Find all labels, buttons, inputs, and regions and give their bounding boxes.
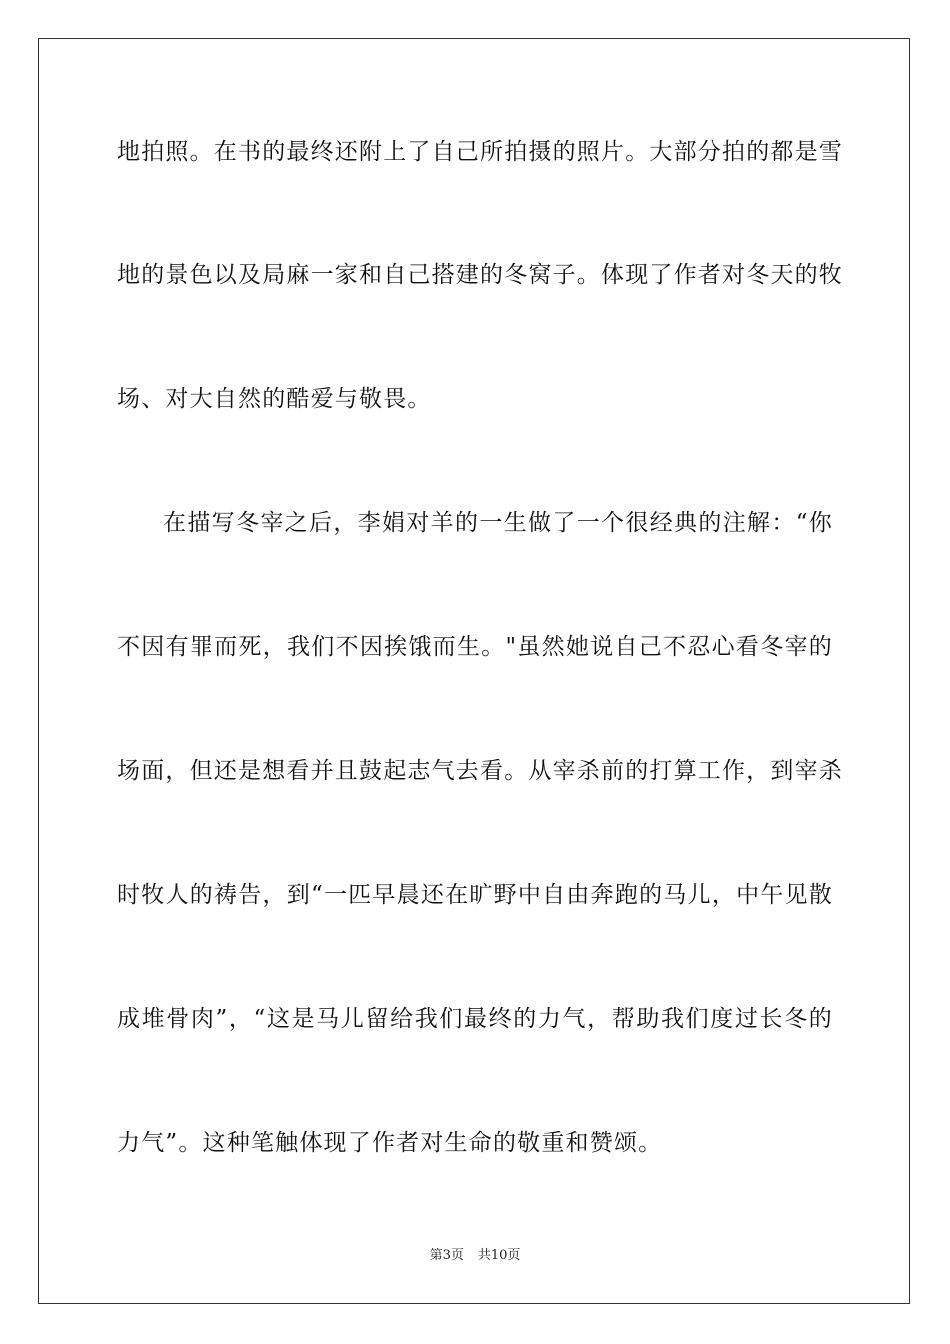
page-border xyxy=(38,38,910,1304)
text-line-9: 力气”。这种笔触体现了作者对生命的敬重和赞颂。 xyxy=(117,1130,663,1156)
text-line-2: 地的景色以及局麻一家和自己搭建的冬窝子。体现了作者对冬天的牧 xyxy=(117,262,843,288)
text-line-3: 场、对大自然的酷爱与敬畏。 xyxy=(117,386,432,412)
page-total: 共10页 xyxy=(477,1248,521,1263)
text-line-1: 地拍照。在书的最终还附上了自己所拍摄的照片。大部分拍的都是雪 xyxy=(117,139,843,165)
page-footer xyxy=(0,1247,950,1265)
text-line-8: 成堆骨肉”，“这是马儿留给我们最终的力气，帮助我们度过长冬的 xyxy=(117,1006,833,1032)
text-line-7: 时牧人的祷告，到“一匹早晨还在旷野中自由奔跑的马儿，中午见散 xyxy=(117,882,833,908)
page-number: 第3页 xyxy=(429,1248,464,1263)
text-line-6: 场面，但还是想看并且鼓起志气去看。从宰杀前的打算工作，到宰杀 xyxy=(117,758,843,784)
text-line-4: 在描写冬宰之后，李娟对羊的一生做了一个很经典的注解：“你 xyxy=(163,510,833,536)
text-line-5: 不因有罪而死，我们不因挨饿而生。"虽然她说自己不忍心看冬宰的 xyxy=(117,634,833,660)
